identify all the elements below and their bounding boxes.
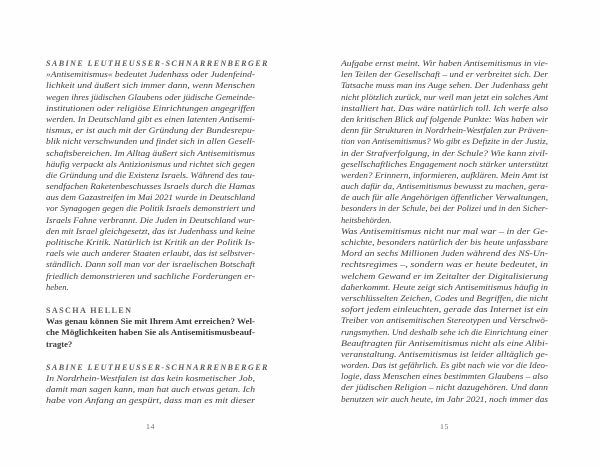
text-line: werden. In Deutschland gibt es einen latenten Antisemi- <box>46 113 255 124</box>
text-line: tragte? <box>46 338 73 349</box>
text-line: lichkeit und äußert sich immer dann, wenn Menschen <box>46 80 255 91</box>
text-line: welchem Gewand er im Zeitalter der Digitalisierung <box>341 270 548 281</box>
text-line: tion von Antisemitismus? Wo gibt es Defizite in der Justiz, <box>341 136 548 147</box>
text-line: die Gründung und die Existenz Israels. Während des tau- <box>46 169 256 180</box>
text-line: Tatsache muss man ins Auge sehen. Der Judenhass geht <box>341 80 548 91</box>
text-line: denn für Strukturen in Nordrhein-Westfalen zur Präven- <box>341 125 548 136</box>
text-line: tismus, er ist auch mit der Gründung der Bundesrepu- <box>46 125 256 136</box>
text-line: »Antisemitismus« bedeutet Judenhass oder Judenfeind- <box>46 69 256 80</box>
text-line: In Nordrhein-Westfalen ist das kein kosmetischer Job, <box>46 372 256 383</box>
text-line: habe von Anfang an gespürt, dass man es mit dieser <box>46 395 255 406</box>
text-line: den mit Israel gleichgesetzt, das ist Judenhass und keine <box>46 225 256 236</box>
text-line: Was Antisemitismus nicht nur mal war – in der Ge- <box>341 225 549 236</box>
text-line: politische Kritik. Natürlich ist Kritik an der Politik Is- <box>46 237 255 247</box>
text-line: der jüdischen Religion – nicht dazugehören. Und dann <box>341 382 548 393</box>
text-line: SABINE LEUTHEUSSER-SCHNARRENBERGER <box>46 362 269 372</box>
text-line: nicht plötzlich zurück, nur weil man jetzt ein solches Amt <box>341 91 549 102</box>
text-line: sofort jedem einleuchten, gerade das Internet ist ein <box>341 304 548 315</box>
text-line: Aufgabe ernst meint. Wir haben Antisemitismus in vie- <box>341 58 548 68</box>
text-line: benutzen wir auch heute, im Jahr 2021, noch immer das <box>341 393 548 404</box>
text-line: Beauftragten für Antisemitismus nicht als eine Alibi- <box>341 337 548 348</box>
paragraph <box>46 69 255 293</box>
paragraph <box>46 316 255 350</box>
speaker-name <box>46 58 269 69</box>
text-line: vor Synagogen gegen die Politik Israels demonstriert und <box>46 203 255 214</box>
left-page-number: 14 <box>146 422 155 431</box>
text-line: verschlüsselten Zeichen, Codes und Begriffen, die nicht <box>341 292 548 303</box>
text-line: auch dafür da, Antisemitismus bewusst zu machen, gera- <box>341 181 549 192</box>
text-line: blik nicht verschwunden und findet sich in allen Gesell- <box>46 136 255 147</box>
text-line: besonders in der Schule, bei der Polizei und in den Sicher- <box>341 203 548 214</box>
text-line: institutionen oder religiöse Einrichtungen angegriffen <box>46 102 255 113</box>
text-line: in der Strafverfolgung, in der Schule? Wie kann zivil- <box>341 147 549 158</box>
text-line: Mord an sechs Millionen Juden während des NS-Un- <box>341 248 548 259</box>
text-line: damit man sagen kann, man hat auch etwas getan. Ich <box>46 384 255 395</box>
text-line: heben. <box>46 281 69 292</box>
text-line: len Teilen der Gesellschaft – und er verbreitet sich. Der <box>341 69 549 80</box>
text-line: worden. Das ist gefährlich. Es gibt nach wie vor die Ideo- <box>341 360 549 371</box>
text-line: Was genau können Sie mit Ihrem Amt erreichen? Wel- <box>46 316 256 327</box>
text-line: heitsbehörden. <box>341 214 392 225</box>
text-line: de auch für alle Angehörigen öffentlicher Verwaltungen, <box>341 192 548 203</box>
right-text-column <box>341 58 548 405</box>
text-line: schichte, besonders natürlich der bis heute unfassbare <box>341 237 549 247</box>
left-text-column <box>46 58 269 406</box>
paragraph <box>341 226 548 405</box>
speaker-name <box>46 362 269 373</box>
right-page-number: 15 <box>440 422 449 431</box>
paragraph <box>341 58 548 226</box>
text-line: installiert hat. Das wäre natürlich toll. Ich werfe also <box>341 102 549 113</box>
text-line: raels wie auch anderer Staaten erlaubt, das ist selbstver- <box>46 248 256 259</box>
text-line: Israels Fahne verbrannt. Die Juden in Deutschland wur- <box>46 214 256 225</box>
text-line: ständlich. Dann soll man vor der israelischen Botschaft <box>46 259 256 270</box>
text-line: veranstaltung. Antisemitismus ist leider alltäglich ge- <box>341 348 548 359</box>
text-line: sendfachen Raketenbeschusses Israels durch die Hamas <box>46 181 255 192</box>
text-line: wegen ihres jüdischen Glaubens oder jüdische Gemeinde- <box>46 91 255 102</box>
text-line: Treiber von antisemitischen Stereotypen und Verschwö- <box>341 315 548 326</box>
text-line: gesellschaftliches Engagement noch stärker unterstützt <box>341 158 549 169</box>
text-line: aus dem Gazastreifen im Mai 2021 wurde in Deutschland <box>46 192 255 203</box>
text-line: rechtsregimes –, sondern was er heute bedeutet, in <box>341 259 548 270</box>
text-line: den kritischen Blick auf folgende Punkte: Was haben wir <box>341 113 549 124</box>
text-line: häufig verpackt als Antizionismus und richtet sich gegen <box>46 158 255 169</box>
text-line: rungsmythen. Und deshalb sehe ich die Einrichtung einer <box>341 326 549 337</box>
text-line: SABINE LEUTHEUSSER-SCHNARRENBERGER <box>46 59 269 68</box>
text-line: SASCHA HELLEN <box>46 305 133 315</box>
speaker-name <box>46 305 255 316</box>
text-line: werden? Erinnern, informieren, aufklären. Mein Amt ist <box>341 169 548 180</box>
text-line: logie, dass Menschen eines bestimmten Glaubens – also <box>341 371 548 382</box>
paragraph <box>46 373 255 407</box>
text-line: daherkommt. Heute zeigt sich Antisemitismus häufig in <box>341 281 548 292</box>
text-line: schaftsbereichen. Im Alltag äußert sich Antisemitismus <box>46 147 255 158</box>
text-line: friedlich demonstrieren und sachliche Forderungen er- <box>46 270 255 281</box>
text-line: che Möglichkeiten haben Sie als Antisemitismusbeauf- <box>46 327 256 338</box>
